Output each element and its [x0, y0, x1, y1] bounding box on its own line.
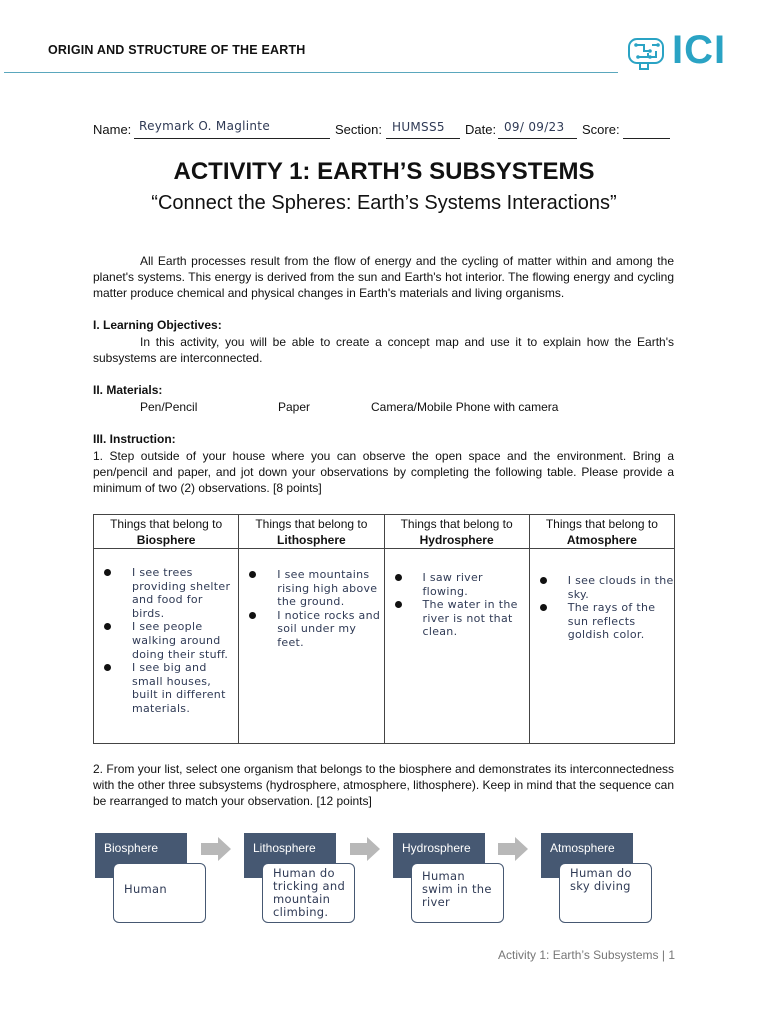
table-header-row	[94, 515, 675, 549]
material-camera: Camera/Mobile Phone with camera	[371, 400, 559, 414]
instruction-step-1: 1. Step outside of your house where you can observe the open space and the environment. Bring a pen/pencil and paper, and jot down your observations by completing the following table. Please provide a minimum of two (2) observations. [8 points]	[93, 449, 674, 495]
flow-box-atmosphere: Atmosphere	[541, 833, 633, 878]
intro-paragraph	[93, 253, 674, 301]
name-label: Name:	[93, 122, 132, 137]
document-header-title: ORIGIN AND STRUCTURE OF THE EARTH	[48, 43, 306, 57]
bullet-icon	[104, 623, 111, 630]
material-paper: Paper	[278, 400, 311, 414]
bullet-icon	[104, 664, 111, 671]
section-label: Section:	[335, 122, 382, 137]
list-item: I see mountains rising high above the ground.	[239, 568, 383, 609]
list-item: I see clouds in the sky.	[530, 574, 674, 601]
table-header-atmosphere: Things that belong to Atmosphere	[529, 515, 674, 549]
list-item: I see trees providing shelter and food for birds.	[94, 566, 238, 620]
bullet-icon	[540, 604, 547, 611]
name-field-value[interactable]: Reymark O. Maglinte	[139, 119, 270, 133]
list-item: I see people walking around doing their stuff.	[94, 620, 238, 661]
flow-card-atmosphere[interactable]: Human do sky diving	[559, 863, 652, 923]
objectives-paragraph	[93, 334, 674, 366]
arrow-right-icon	[498, 837, 528, 861]
flow-card-lithosphere[interactable]: Human do tricking and mountain climbing.	[262, 863, 355, 923]
biosphere-cell[interactable]	[94, 549, 239, 744]
bullet-icon	[104, 569, 111, 576]
objectives-text: In this activity, you will be able to create a concept map and use it to explain how the Earth's subsystems are interconnected.	[93, 335, 674, 365]
material-pen-pencil: Pen/Pencil	[140, 400, 198, 414]
atmosphere-cell[interactable]	[529, 549, 674, 744]
bullet-icon	[249, 571, 256, 578]
flow-box-hydrosphere: Hydrosphere	[393, 833, 485, 878]
flow-box-lithosphere: Lithosphere	[244, 833, 336, 878]
date-underline	[498, 138, 577, 139]
table-row	[94, 549, 675, 744]
bullet-icon	[540, 577, 547, 584]
flow-card-hydrosphere[interactable]: Human swim in the river	[411, 863, 504, 923]
flow-box-biosphere: Biosphere	[95, 833, 187, 878]
bullet-icon	[395, 601, 402, 608]
list-item: I see big and small houses, built in different materials.	[94, 661, 238, 715]
header-divider	[4, 72, 618, 73]
ici-logo-text: ICI	[672, 28, 727, 72]
bullet-icon	[249, 612, 256, 619]
score-underline	[623, 138, 670, 139]
table-header-biosphere: Things that belong to Biosphere	[94, 515, 239, 549]
objectives-heading: I. Learning Objectives:	[93, 318, 222, 332]
date-label: Date:	[465, 122, 497, 137]
activity-subtitle: “Connect the Spheres: Earth’s Systems Interactions”	[151, 192, 617, 214]
activity-title: ACTIVITY 1: EARTH’S SUBSYSTEMS	[173, 158, 595, 185]
date-field-value[interactable]: 09/ 09/23	[504, 120, 565, 134]
table-header-lithosphere: Things that belong to Lithosphere	[239, 515, 384, 549]
list-item: I notice rocks and soil under my feet.	[239, 609, 383, 650]
observation-table	[93, 514, 675, 744]
section-field-value[interactable]: HUMSS5	[392, 120, 445, 134]
intro-text: All Earth processes result from the flow of energy and the cycling of matter within and among the planet's systems. This energy is derived from the sun and Earth's hot interior. The flowing energy and cycling matter produce chemical and physical changes in Earth's materials and living organisms.	[93, 254, 674, 300]
hydrosphere-cell[interactable]	[384, 549, 529, 744]
list-item: The water in the river is not that clean.	[385, 598, 529, 639]
section-underline	[386, 138, 460, 139]
instruction-heading: III. Instruction:	[93, 432, 176, 446]
name-underline	[134, 138, 330, 139]
arrow-right-icon	[350, 837, 380, 861]
bullet-icon	[395, 574, 402, 581]
lithosphere-cell[interactable]	[239, 549, 384, 744]
page-footer: Activity 1: Earth’s Subsystems | 1	[498, 948, 675, 962]
flow-card-biosphere[interactable]: Human	[113, 863, 206, 923]
student-info-row	[93, 119, 693, 142]
instruction-step-2: 2. From your list, select one organism that belongs to the biosphere and demonstrates its interconnectedness with the other three subsystems (hydrosphere, atmosphere, lithosphere). Keep in mind that the sequence can be rearranged to match your observation. [12 points]	[93, 762, 674, 808]
arrow-right-icon	[201, 837, 231, 861]
table-header-hydrosphere: Things that belong to Hydrosphere	[384, 515, 529, 549]
list-item: The rays of the sun reflects goldish color.	[530, 601, 674, 642]
list-item: I saw river flowing.	[385, 571, 529, 598]
materials-heading: II. Materials:	[93, 383, 163, 397]
score-label: Score:	[582, 122, 620, 137]
